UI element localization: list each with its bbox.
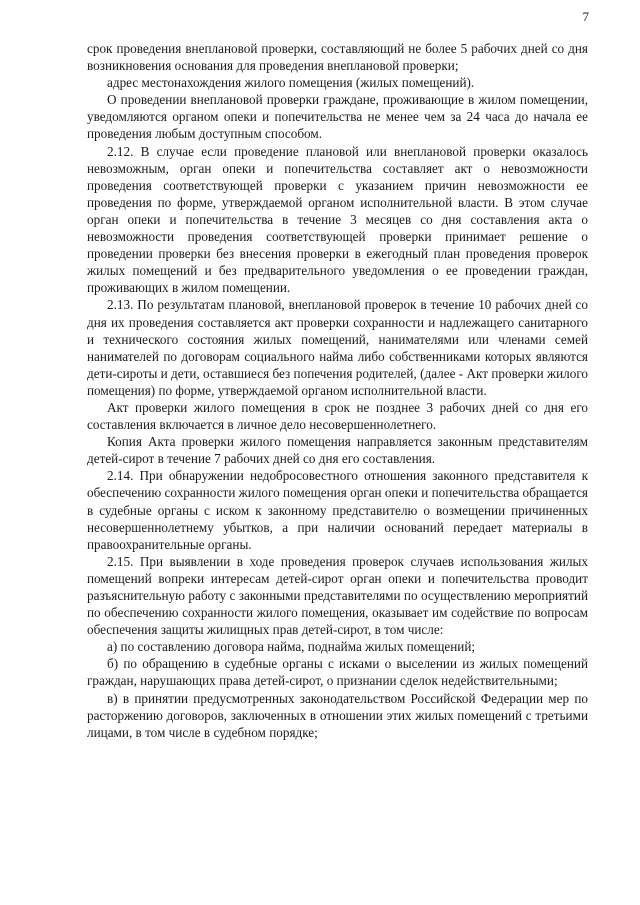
paragraph-p2: адрес местонахождения жилого помещения (жилых помещений). <box>107 75 475 91</box>
paragraph-p10: а) по составлению договора найма, поднайма жилых помещений; <box>107 639 476 655</box>
page-number: 7 <box>582 9 589 24</box>
paragraph-p9: 2.15. При выявлении в ходе проведения проверок случаев использования жилых помещений вопреки интересам детей-сирот орган опеки и попечительства проводит разъяснительную работу с законными представителями по осуществлению мероприятий по обеспечению сохранности жилого помещения, оказывает им содействие по вопросам обеспечения защиты жилищных прав детей-сирот, в том числе: <box>87 553 588 638</box>
paragraph-p4: 2.12. В случае если проведение плановой или внеплановой проверки оказалось невозможным, орган опеки и попечительства составляет акт о невозможности проведения соответствующей проверки с указанием причин невозможности ее проведения по форме, утверждаемой органом исполнительной власти. В этом случае орган опеки и попечительства в течение 3 месяцев со дня составления акта о невозможности проведения соответствующей проверки принимает решение о проведении проверки без внесения проверки в ежегодный план проведения проверок жилых помещений и без предварительного уведомления о ее проведении граждан, проживающих в жилом помещении. <box>87 143 588 296</box>
document-body <box>87 40 588 741</box>
paragraph-p11: б) по обращению в судебные органы с исками о выселении из жилых помещений граждан, нарушающих права детей-сирот, о признании сделок недействительными; <box>87 656 588 689</box>
paragraph-p6: Акт проверки жилого помещения в срок не позднее 3 рабочих дней со дня его составления включается в личное дело несовершеннолетнего. <box>87 399 588 433</box>
paragraph-p12: в) в принятии предусмотренных законодательством Российской Федерации мер по расторжению договоров, заключенных в отношении этих жилых помещений с третьими лицами, в том числе в судебном порядке; <box>87 690 588 740</box>
paragraph-p1: срок проведения внеплановой проверки, составляющий не более 5 рабочих дней со дня возникновения основания для проведения внеплановой проверки; <box>87 41 588 74</box>
paragraph-p8: 2.14. При обнаружении недобросовестного отношения законного представителя к обеспечению сохранности жилого помещения орган опеки и попечительства обращается в судебные органы с иском к законному представителю о возмещении причиненных несовершеннолетнему убытков, а при наличии оснований передает материалы в правоохранительные органы. <box>87 468 588 552</box>
paragraph-p3: О проведении внеплановой проверки граждане, проживающие в жилом помещении, уведомляются органом опеки и попечительства не менее чем за 24 часа до начала ее проведения любым доступным способом. <box>87 92 588 142</box>
paragraph-p5: 2.13. По результатам плановой, внеплановой проверок в течение 10 рабочих дней со дня их проведения составляется акт проверки сохранности и надлежащего санитарного и технического состояния жилых помещений, нанимателями или членами семей нанимателей по договорам социального найма либо собственниками которых являются дети-сироты и дети, оставшиеся без попечения родителей, (далее - Акт проверки жилого помещения) по форме, утверждаемой органом исполнительной власти. <box>87 297 588 398</box>
paragraph-p7: Копия Акта проверки жилого помещения направляется законным представителям детей-сирот в течение 7 рабочих дней со дня его составления. <box>87 434 588 467</box>
